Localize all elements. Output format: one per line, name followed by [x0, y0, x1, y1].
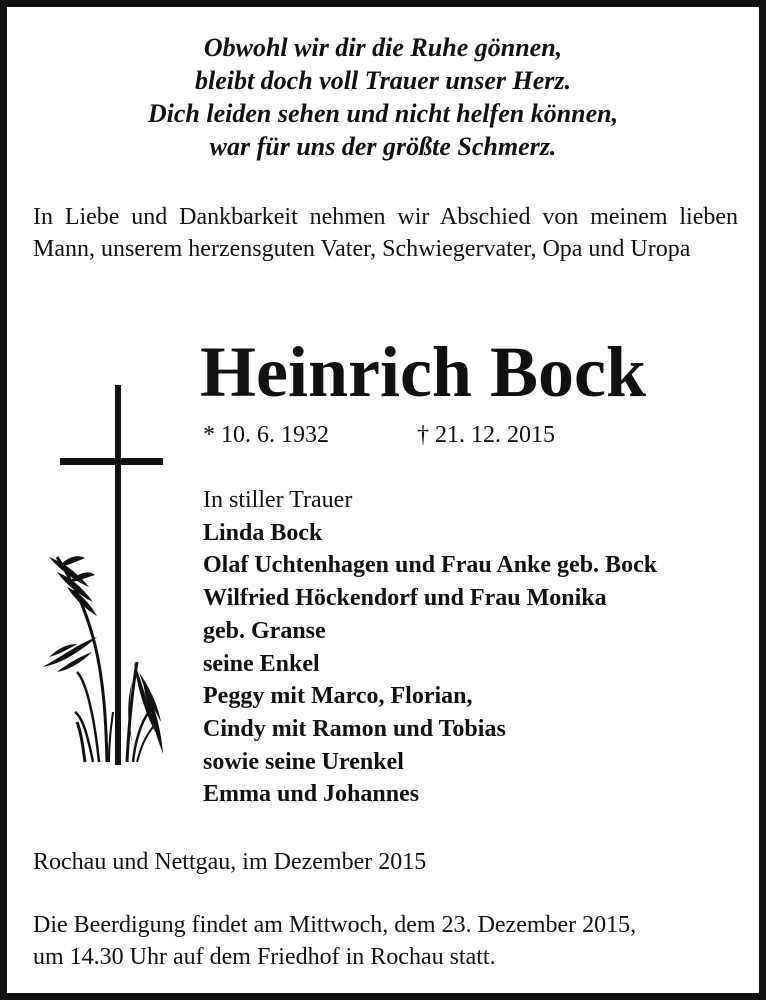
mourners-list: [203, 484, 657, 811]
funeral-line: Die Beerdigung findet am Mittwoch, dem 23. Dezember 2015,: [33, 912, 637, 938]
birth-date: * 10. 6. 1932: [203, 422, 329, 448]
mourner-name: Peggy mit Marco, Florian,: [203, 683, 473, 710]
poem-line: Dich leiden sehen und nicht helfen können,: [147, 99, 619, 128]
poem: [7, 31, 759, 163]
mourner-name: geb. Granse: [203, 617, 326, 644]
mourner-name: Cindy mit Ramon und Tobias: [203, 715, 506, 742]
funeral-info: [33, 909, 636, 973]
mourning-phrase: In stiller Trauer: [203, 487, 353, 513]
mourner-name: Wilfried Höckendorf und Frau Monika: [203, 585, 607, 612]
mourner-name: sowie seine Urenkel: [203, 748, 404, 775]
intro-text: In Liebe und Dankbarkeit nehmen wir Abschied von meinem lieben Mann, unserem herzensguten Vater, Schwiegervater, Opa und Uropa: [33, 204, 738, 262]
mourner-name: Emma und Johannes: [203, 781, 420, 808]
mourner-name: Olaf Uchtenhagen und Frau Anke geb. Bock: [203, 552, 658, 579]
poem-line: bleibt doch voll Trauer unser Herz.: [194, 66, 572, 95]
deceased-name: Heinrich Bock: [200, 332, 646, 412]
mourner-name: Linda Bock: [203, 519, 323, 546]
poem-line: war für uns der größte Schmerz.: [209, 132, 557, 161]
cross-with-wheat-icon: [37, 382, 177, 767]
place-and-date: Rochau und Nettgau, im Dezember 2015: [33, 849, 427, 875]
mourner-name: seine Enkel: [203, 650, 320, 677]
death-date: † 21. 12. 2015: [417, 422, 555, 448]
funeral-line: um 14.30 Uhr auf dem Friedhof in Rochau statt.: [33, 944, 496, 970]
poem-line: Obwohl wir dir die Ruhe gönnen,: [203, 33, 563, 62]
